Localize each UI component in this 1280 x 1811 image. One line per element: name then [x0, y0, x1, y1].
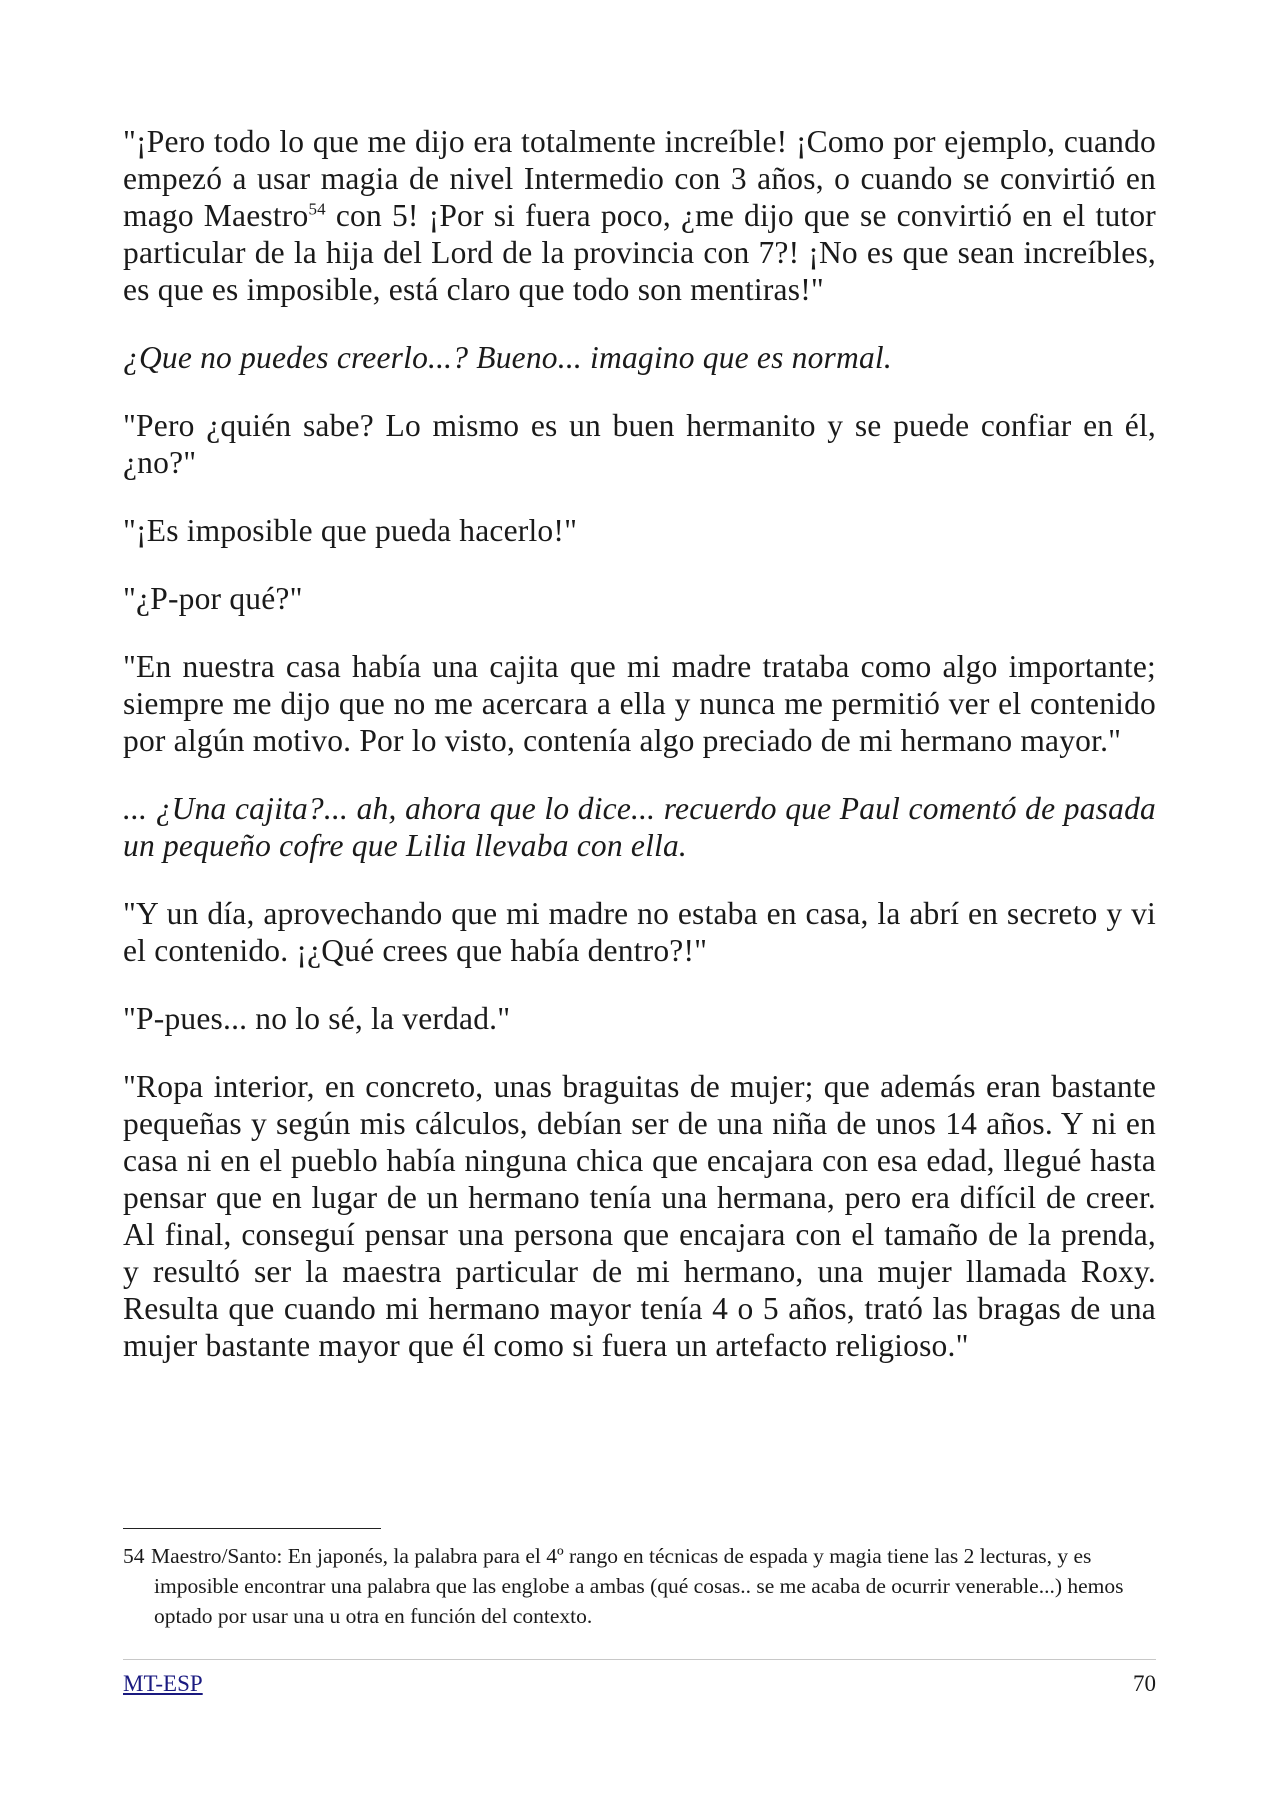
body-text: [123, 123, 1156, 1364]
footnote-reference: 54: [308, 199, 326, 219]
footnote: [123, 1541, 1156, 1631]
paragraph-dialogue: "Ropa interior, en concreto, unas braguitas de mujer; que además eran bastante pequeñas y según mis cálculos, debían ser de una niña de unos 14 años. Y ni en casa ni en el pueblo había ninguna chica que encajara con esa edad, llegué hasta pensar que en lugar de un hermano tenía una hermana, pero era difícil de creer. Al final, conseguí pensar una persona que encajara con el tamaño de la prenda, y resultó ser la maestra particular de mi hermano, una mujer llamada Roxy. Resulta que cuando mi hermano mayor tenía 4 o 5 años, trató las bragas de una mujer bastante mayor que él como si fuera un artefacto religioso.": [123, 1069, 1156, 1363]
paragraph-text: con 5! ¡Por si fuera poco, ¿me dijo que se convirtió en el tutor particular de la hija del Lord de la provincia con 7?! ¡No es que sean increíbles, es que es imposible, está claro que todo son mentiras!": [123, 198, 1156, 307]
footnote-number: 54: [123, 1544, 145, 1568]
document-page: [123, 123, 1156, 1783]
paragraph-thought: ¿Que no puedes creerlo...? Bueno... imagino que es normal.: [123, 340, 892, 375]
paragraph-text: "¡Pero todo lo que me dijo era totalmente increíble! ¡Como por ejemplo, cuando empezó a usar magia de nivel Intermedio con 3 años, o cuando se convirtió en mago Maestro: [123, 124, 1156, 233]
footer-divider: [123, 1659, 1156, 1660]
series-link[interactable]: MT-ESP: [123, 1671, 203, 1696]
paragraph-dialogue: "Y un día, aprovechando que mi madre no estaba en casa, la abrí en secreto y vi el contenido. ¡¿Qué crees que había dentro?!": [123, 896, 1156, 968]
paragraph-dialogue: "¿P-por qué?": [123, 581, 303, 616]
footnote-text: Maestro/Santo: En japonés, la palabra para el 4º rango en técnicas de espada y magia tiene las 2 lecturas, y es imposible encontrar una palabra que las englobe a ambas (qué cosas.. se me acaba de ocurrir venerable...) hemos optado por usar una u otra en función del contexto.: [151, 1544, 1124, 1628]
page-number: 70: [1133, 1671, 1156, 1696]
paragraph-thought: ... ¿Una cajita?... ah, ahora que lo dice... recuerdo que Paul comentó de pasada un pequeño cofre que Lilia llevaba con ella.: [123, 791, 1156, 863]
paragraph-dialogue: "En nuestra casa había una cajita que mi madre trataba como algo importante; siempre me dijo que no me acercara a ella y nunca me permitió ver el contenido por algún motivo. Por lo visto, contenía algo preciado de mi hermano mayor.": [123, 649, 1156, 758]
paragraph-dialogue: "¡Es imposible que pueda hacerlo!": [123, 513, 578, 548]
footnote-divider: [123, 1528, 381, 1529]
paragraph-dialogue: [123, 123, 1156, 308]
paragraph-dialogue: "P-pues... no lo sé, la verdad.": [123, 1001, 511, 1036]
paragraph-dialogue: "Pero ¿quién sabe? Lo mismo es un buen hermanito y se puede confiar en él, ¿no?": [123, 408, 1156, 480]
